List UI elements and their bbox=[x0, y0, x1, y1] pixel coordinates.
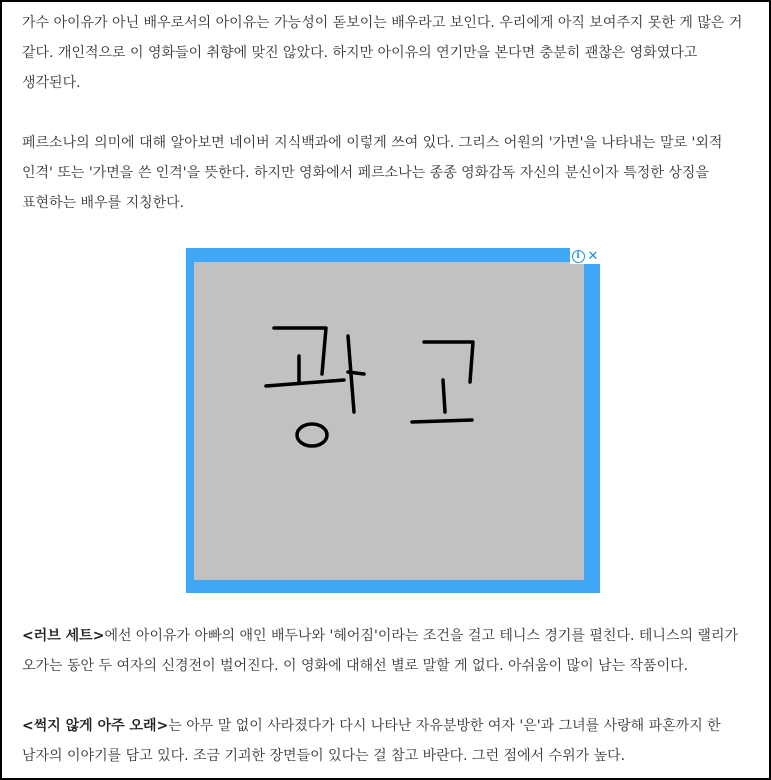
ad-handwritten-graphic bbox=[194, 262, 584, 580]
info-icon[interactable]: i bbox=[572, 250, 585, 263]
article-paragraph-3 bbox=[22, 621, 754, 681]
ad-choices-badge[interactable] bbox=[570, 248, 600, 264]
article-paragraph-2: 페르소나의 의미에 대해 알아보면 네이버 지식백과에 이렇게 쓰여 있다. 그리스 어원의 '가면'을 나타내는 말로 '외적 인격' 또는 '가면을 쓴 인격'을 뜻한다. 하지만 영화에서 페르소나는 종종 영화감독 자신의 분신이자 특정한 상징을 표현하는 배우를 지칭한다. bbox=[22, 135, 723, 211]
article-paragraph-1: 가수 아이유가 아닌 배우로서의 아이유는 가능성이 돋보이는 배우라고 보인다. 우리에게 아직 보여주지 못한 게 많은 거 같다. 개인적으로 이 영화들이 취향에 맞진 않았다. 하지만 아이유의 연기만을 본다면 충분히 괜찮은 영화였다고 생각된다. bbox=[22, 15, 743, 91]
close-icon[interactable]: ✕ bbox=[587, 248, 599, 264]
paragraph-4-body: 는 아무 말 없이 사라졌다가 다시 나타난 자유분방한 여자 '은'과 그녀를 사랑해 파혼까지 한 남자의 이야기를 담고 있다. 조금 기괴한 장면들이 있다는 걸 참고 바란다. 그런 점에서 수위가 높다. bbox=[22, 718, 721, 764]
ad-placeholder bbox=[194, 262, 584, 580]
ad-banner[interactable] bbox=[186, 248, 600, 593]
paragraph-3-body: 에선 아이유가 아빠의 애인 배두나와 '헤어짐'이라는 조건을 걸고 테니스 경기를 펼친다. 테니스의 랠리가 오가는 동안 두 여자의 신경전이 벌어진다. 이 영화에 대해선 별로 말할 게 없다. 아쉬움이 많이 남는 작품이다. bbox=[22, 628, 738, 674]
film-title-love-set: <러브 세트> bbox=[22, 628, 105, 644]
article-paragraph-4 bbox=[22, 711, 754, 771]
film-title-long-lasting: <썩지 않게 아주 오래> bbox=[22, 718, 169, 734]
